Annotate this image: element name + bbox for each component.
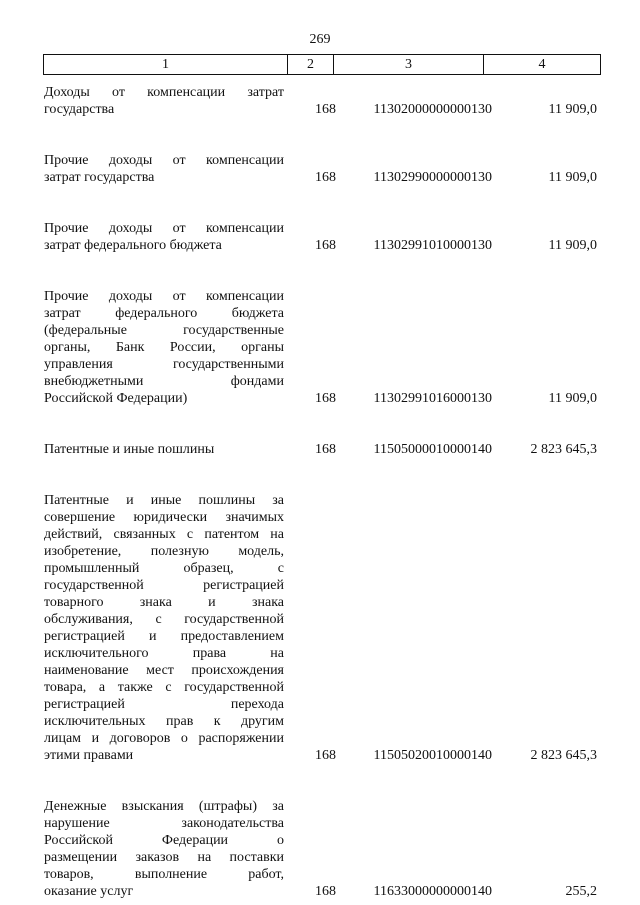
- row-amount: 11 909,0: [548, 238, 597, 253]
- row-amount: 2 823 645,3: [530, 442, 597, 457]
- row-amount: 11 909,0: [548, 170, 597, 185]
- row-name-line: государства: [44, 102, 115, 117]
- row-name-line: совершение юридически значимых: [44, 510, 284, 525]
- row-classification-code: 11505020010000140: [373, 748, 492, 763]
- row-amount: 255,2: [565, 884, 597, 899]
- row-name-line: наименование мест происхождения: [44, 663, 284, 678]
- row-name-line: Патентные и иные пошлины: [44, 442, 215, 457]
- row-admin-code: 168: [315, 238, 336, 253]
- row-name: [44, 492, 284, 764]
- row-name-line: товара, а также с государственной: [44, 680, 284, 695]
- row-name-line: размещении заказов на поставки: [44, 850, 284, 865]
- row-name-line: регистрацией перехода: [44, 697, 284, 712]
- row-admin-code: 168: [315, 170, 336, 185]
- row-name-line: действий, связанных с патентом на: [44, 527, 284, 542]
- row-name-line: оказание услуг: [44, 884, 134, 899]
- table-row: [44, 220, 597, 254]
- row-name-line: государственной регистрацией: [44, 578, 284, 593]
- row-name-line: этими правами: [44, 748, 134, 763]
- row-name-line: обслуживания, с государственной: [44, 612, 284, 627]
- table-row: [44, 441, 597, 458]
- row-classification-code: 11302991016000130: [373, 391, 492, 406]
- row-name: [44, 798, 284, 900]
- row-classification-code: 11633000000000140: [373, 884, 492, 899]
- column-header-3: 3: [334, 55, 484, 75]
- row-classification-code: 11302991010000130: [373, 238, 492, 253]
- row-name-line: товаров, выполнение работ,: [44, 867, 284, 882]
- row-name: [44, 288, 284, 407]
- row-name-line: Прочие доходы от компенсации: [44, 153, 284, 168]
- row-name: [44, 441, 284, 458]
- table-row: [44, 84, 597, 118]
- row-name-line: нарушение законодательства: [44, 816, 284, 831]
- row-name-line: исключительных прав к другим: [44, 714, 284, 729]
- row-name-line: затрат федерального бюджета: [44, 238, 222, 253]
- column-header-table: [43, 54, 601, 75]
- table-row: [44, 492, 597, 764]
- budget-rows: [44, 84, 597, 900]
- row-name-line: Прочие доходы от компенсации: [44, 221, 284, 236]
- row-name-line: затрат федерального бюджета: [44, 306, 284, 321]
- column-header-1: 1: [44, 55, 288, 75]
- row-name-line: органы, Банк России, органы: [44, 340, 284, 355]
- row-name-line: Российской Федерации): [44, 391, 188, 406]
- row-name-line: внебюджетными фондами: [44, 374, 284, 389]
- row-name-line: товарного знака и знака: [44, 595, 284, 610]
- row-name-line: регистрацией и предоставлением: [44, 629, 284, 644]
- row-amount: 11 909,0: [548, 391, 597, 406]
- row-admin-code: 168: [315, 884, 336, 899]
- row-name-line: управления государственными: [44, 357, 284, 372]
- row-amount: 11 909,0: [548, 102, 597, 117]
- row-amount: 2 823 645,3: [530, 748, 597, 763]
- row-admin-code: 168: [315, 442, 336, 457]
- column-header-4: 4: [484, 55, 601, 75]
- row-name: [44, 152, 284, 186]
- row-admin-code: 168: [315, 102, 336, 117]
- row-name-line: лицам и договоров о распоряжении: [44, 731, 284, 746]
- row-name: [44, 220, 284, 254]
- table-row: [44, 798, 597, 900]
- row-admin-code: 168: [315, 748, 336, 763]
- row-name-line: затрат государства: [44, 170, 155, 185]
- column-header-2: 2: [288, 55, 334, 75]
- row-name-line: Российской Федерации о: [44, 833, 284, 848]
- page-number: 269: [309, 32, 331, 47]
- row-name-line: Доходы от компенсации затрат: [44, 85, 284, 100]
- table-row: [44, 288, 597, 407]
- table-row: [44, 152, 597, 186]
- row-name: [44, 84, 284, 118]
- column-header-row: [44, 55, 601, 75]
- row-classification-code: 11505000010000140: [373, 442, 492, 457]
- row-classification-code: 11302990000000130: [373, 170, 492, 185]
- row-name-line: Денежные взыскания (штрафы) за: [44, 799, 284, 814]
- row-name-line: исключительного права на: [44, 646, 284, 661]
- row-classification-code: 11302000000000130: [373, 102, 492, 117]
- row-name-line: изобретение, полезную модель,: [44, 544, 284, 559]
- row-name-line: (федеральные государственные: [44, 323, 284, 338]
- row-name-line: Прочие доходы от компенсации: [44, 289, 284, 304]
- row-name-line: Патентные и иные пошлины за: [44, 493, 284, 508]
- row-admin-code: 168: [315, 391, 336, 406]
- row-name-line: промышленный образец, с: [44, 561, 284, 576]
